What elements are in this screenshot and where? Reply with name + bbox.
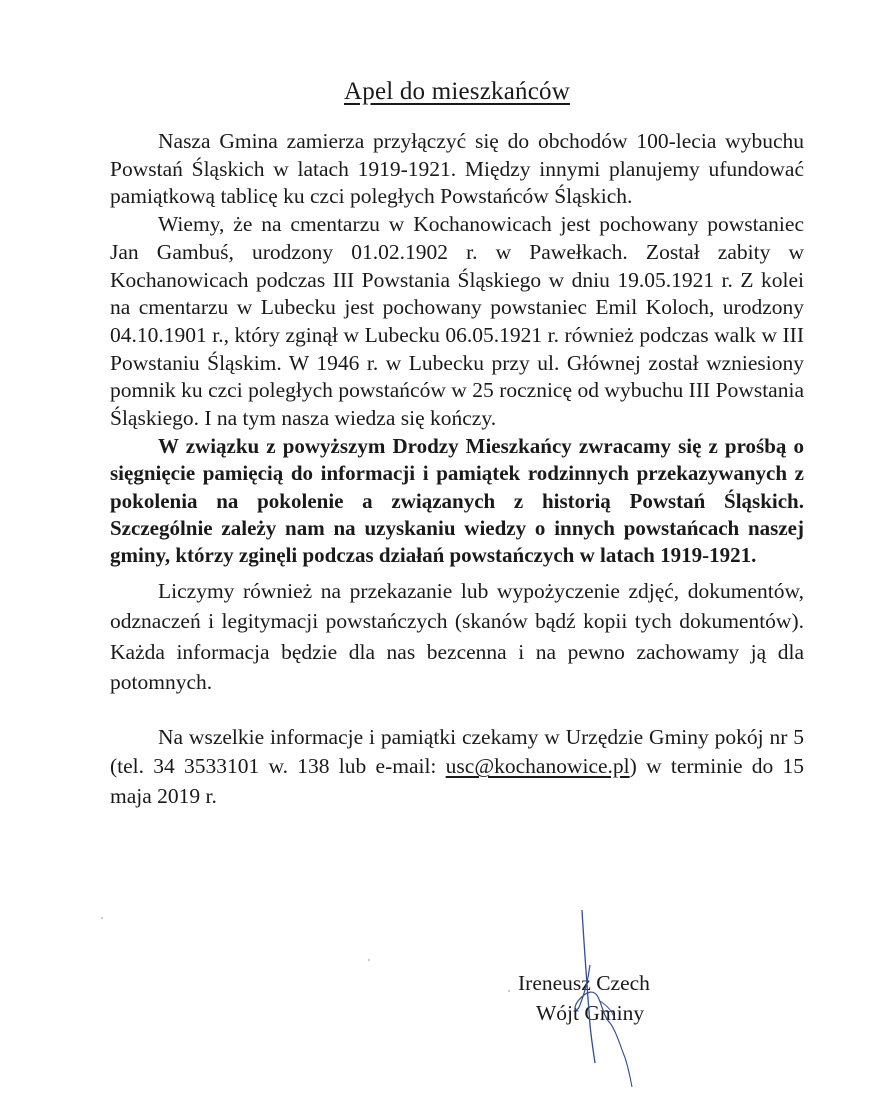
paragraph-appeal: W związku z powyższym Drodzy Mieszkańcy zwracamy się z prośbą o sięgnięcie pamięcią do informacji i pamiątek rodzinnych przekazywanych z pokolenia na pokolenie a związanych z historią Powstań Śląskich. Szczególnie zależy nam na uzyskaniu wiedzy o innych powstańcach naszej gminy, którzy zginęli podczas działań powstańczych w latach 1919-1921. xyxy=(110,433,804,568)
paragraph-contact xyxy=(110,723,804,812)
scan-speck xyxy=(368,959,370,961)
document-title: Apel do mieszkańców xyxy=(344,78,570,105)
paragraph-request: Liczymy również na przekazanie lub wypożyczenie zdjęć, dokumentów, odznaczeń i legitymacji powstańczych (skanów bądź kopii tych dokumentów). Każda informacja będzie dla nas bezcenna i na pewno zachowamy ją dla potomnych. xyxy=(110,578,804,695)
contact-deadline: ) w terminie do 15 maja 2019 r. xyxy=(110,754,804,808)
scan-speck xyxy=(101,917,103,919)
paragraph-intro: Nasza Gmina zamierza przyłączyć się do obchodów 100-lecia wybuchu Powstań Śląskich w latach 1919-1921. Między innymi planujemy ufundować pamiątkową tablicę ku czci poległych Powstańców Śląskich. xyxy=(110,129,804,209)
contact-text: Na wszelkie informacje i pamiątki czekamy w Urzędzie Gminy pokój nr 5 (tel. 34 3533101 w. 138 lub e-mail: xyxy=(110,724,804,779)
document-body xyxy=(110,128,804,811)
signatory-role: Wójt Gminy xyxy=(536,1001,645,1025)
paragraph-known-facts: Wiemy, że na cmentarzu w Kochanowicach jest pochowany powstaniec Jan Gambuś, urodzony 01.02.1902 r. w Pawełkach. Został zabity w Kochanowicach podczas III Powstania Śląskiego w dniu 19.05.1921 r. Z kolei na cmentarzu w Lubecku jest pochowany powstaniec Emil Koloch, urodzony 04.10.1901 r., który zginął w Lubecku 06.05.1921 r. również podczas walk w III Powstaniu Śląskim. W 1946 r. w Lubecku przy ul. Głównej został wzniesiony pomnik ku czci poległych powstańców w 25 rocznicę od wybuchu III Powstania Śląskiego. I na tym nasza wiedza się kończy. xyxy=(110,212,804,431)
handwritten-signature xyxy=(560,905,650,1095)
contact-email-link[interactable]: usc@kochanowice.pl xyxy=(445,754,630,779)
scan-speck xyxy=(508,990,510,992)
signatory-name: Ireneusz Czech xyxy=(518,971,650,995)
